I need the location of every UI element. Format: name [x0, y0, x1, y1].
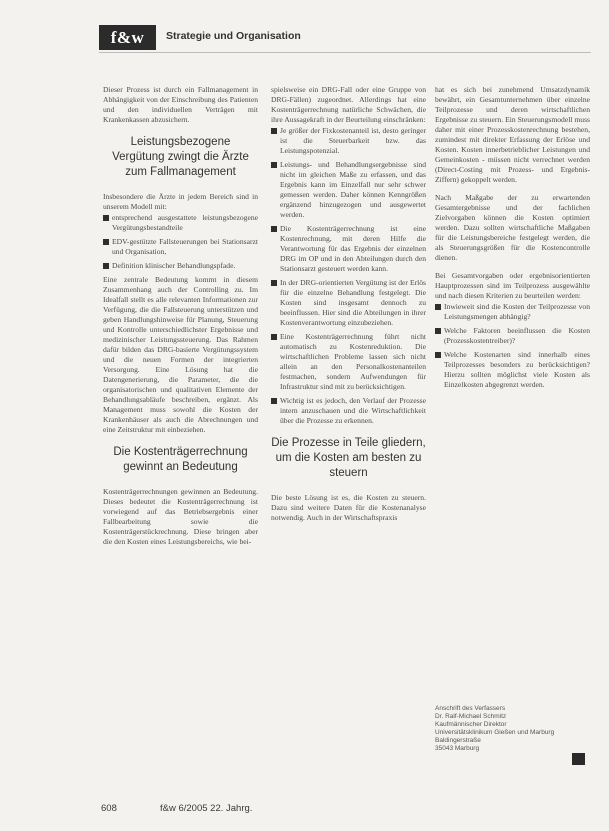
- bullet-item: [271, 126, 426, 156]
- bullet-item: [271, 332, 426, 392]
- bullet-square-icon: [435, 352, 441, 358]
- paragraph: Bei Gesamtvorgaben oder ergebnisorientierten Hauptprozessen sind im Teilprozess ausgewählte und nach diesen Kriterien zu beurteilen werden:: [435, 271, 590, 300]
- bullet-square-icon: [103, 215, 109, 221]
- bullet-text: Je größer der Fixkostenanteil ist, desto geringer ist die Steuerbarkeit bzw. das Leistungspotenzial.: [280, 126, 426, 155]
- bullet-text: Die Kostenträgerrechnung ist eine Kostenrechnung, mit deren Hilfe die Verantwortung für das Ergebnis der einzelnen DRG im OP und in den Abteilungen durch den Stationsarzt gesteuert werden kann.: [280, 224, 426, 273]
- bullet-item: [271, 278, 426, 328]
- bullet-item: [271, 396, 426, 426]
- bullet-item: [435, 350, 590, 390]
- paragraph: Dieser Prozess ist durch ein Fallmanagement in Abhängigkeit von der Einschreibung des Patienten und den individuellen Verträgen mit Krankenkassen abzusichern.: [103, 85, 258, 124]
- bullet-square-icon: [435, 304, 441, 310]
- subheading: Die Kostenträgerrechnung gewinnt an Bedeutung: [113, 446, 248, 473]
- bullet-item: [271, 160, 426, 220]
- bullet-text: Welche Faktoren beeinflussen die Kosten (Prozesskostentreiber)?: [444, 326, 590, 345]
- header-divider: [99, 52, 591, 53]
- bullet-text: EDV-gestützte Fallsteuerungen bei Stationsarzt und Organisation,: [112, 237, 258, 256]
- bullet-item: [103, 213, 258, 233]
- page-number: 608: [101, 803, 117, 814]
- subheading: Die Prozesse in Teile gliedern, um die Kosten am besten zu steuern: [271, 437, 426, 479]
- bullet-item: [435, 302, 590, 322]
- subheading: Leistungsbezogene Vergütung zwingt die Ärzte zum Fallmanagement: [112, 136, 249, 178]
- bullet-text: Inwieweit sind die Kosten der Teilprozesse von Leistungsmengen abhängig?: [444, 302, 590, 321]
- publication-logo: f&w: [99, 25, 156, 50]
- bullet-text: Eine Kostenträgerrechnung führt nicht automatisch zu Kostenreduktion. Die wirtschaftlichen Probleme lassen sich nicht allein an den Personalkostenanteilen festmachen, sondern Aufwendungen für Infrastruktur sind mit zu berücksichtigen.: [280, 332, 426, 391]
- paragraph: Kostenträgerrechnungen gewinnen an Bedeutung. Dieses bedeutet die Kostenträgerrechnung ist vorwiegend auf das Betriebsergebnis einer Fallbearbeitung sowie die Kostenträgerstückrechnung. Diese bringen aber die den Kosten eines Leistungsbereichs, wie bei-: [103, 487, 258, 546]
- bullet-square-icon: [271, 128, 277, 134]
- author-line: Baldingerstraße: [435, 737, 481, 744]
- bullet-text: Welche Kostenarten sind innerhalb eines Teilprozesses besonders zu berücksichtigen? Hierzu sollten möglichst viele Kosten als Einzelkosten abgegrenzt werden.: [444, 350, 590, 389]
- paragraph: hat es sich bei zunehmend Umsatzdynamik bewährt, ein Gesamtunternehmen über einzelne Teilprozesse und deren wirtschaftlichen Ergebnisse zu steuern. Ein Steuerungsmodell muss daher mit einer Prozesskostenrechnung bestehen, zumindest mit direkter Erfassung der Erlöse und Kosten. Kosten innerbetrieblicher Leistungen und Gemeinkosten - müssen nicht verrechnet werden (Direct-Costing mit Prozess- und Ergebnis-Ziffern) gekoppelt werden.: [435, 85, 590, 184]
- issue-label: f&w 6/2005 22. Jahrg.: [160, 803, 253, 814]
- author-label: Anschrift des Verfassers: [435, 705, 506, 712]
- bullet-square-icon: [103, 263, 109, 269]
- bullet-item: [435, 326, 590, 346]
- bullet-item: [271, 224, 426, 274]
- paragraph: Die beste Lösung ist es, die Kosten zu steuern. Dazu sind weitere Daten für die Kostenanalyse notwendig. Auch in der Wirtschaftspraxis: [271, 493, 426, 522]
- author-photo-thumbnail: [572, 753, 585, 765]
- author-address-block: [435, 705, 575, 753]
- bullet-square-icon: [435, 328, 441, 334]
- paragraph: spielsweise ein DRG-Fall oder eine Gruppe von DRG-Fällen) zugeordnet. Allerdings hat eine Kostenträgerrechnung natürliche Schwächen, die ihre Aussagekraft in der Beurteilung einschränken:: [271, 85, 426, 124]
- author-line: Kaufmännischer Direktor: [435, 721, 507, 728]
- bullet-item: [103, 261, 258, 271]
- bullet-square-icon: [271, 162, 277, 168]
- bullet-square-icon: [271, 280, 277, 286]
- bullet-square-icon: [271, 226, 277, 232]
- author-line: Dr. Ralf-Michael Schmitz: [435, 713, 507, 720]
- bullet-text: Leistungs- und Behandlungsergebnisse sind nicht im gleichen Maße zu erfassen, und das Ergebnis kann im Einzelfall nur sehr schwer gemessen werden. Daher können Kenngrößen ergänzend hinzugezogen und ausgewertet werden.: [280, 160, 426, 219]
- bullet-text: Definition klinischer Behandlungspfade.: [112, 261, 236, 270]
- bullet-text: Wichtig ist es jedoch, den Verlauf der Prozesse intern anzuschauen und die Wirtschaftlichkeit über die Prozesse zu erkennen.: [280, 396, 426, 425]
- bullet-square-icon: [271, 398, 277, 404]
- article-column-3: [435, 85, 590, 394]
- bullet-square-icon: [271, 334, 277, 340]
- paragraph: Eine zentrale Bedeutung kommt in diesem Zusammenhang auch der Controlling zu. Im Idealfall stellt es alle relevanten Informationen zur Verfügung, die die Fallsteuerung unterstützen und geben Handlungshinweise für Planung, Steuerung und Kontrolle unterschiedlichster Ergebnisse und medizinischer Leistungssteuerung. Das Rahmen dafür bilden das DRG-basierte Vergütungssystem und die neuen Formen der integrierten Versorgung. Eine Lösung hat die Datengenerierung, die Parameter, die die organisatorischen und qualitativen Elemente der Behandlungsabläufe beschreiben, ergänzt. Als Management muss sowohl die Kosten der Krankenhäuser als auch die Abrechnungen und eine Zeitstruktur mit einbeziehen.: [103, 275, 258, 434]
- paragraph: Insbesondere die Ärzte in jedem Bereich sind in unserem Modell mit:: [103, 192, 258, 211]
- author-line: Universitätsklinikum Gießen und Marburg: [435, 729, 555, 736]
- article-column-2: [271, 85, 426, 531]
- bullet-square-icon: [103, 239, 109, 245]
- bullet-item: [103, 237, 258, 257]
- bullet-text: In der DRG-orientierten Vergütung ist der Erlös für die einzelne Behandlung festgelegt. Die Kosten sind insgesamt dennoch zu beeinflussen. Hier sind die Abteilungen in ihrer Kostenverantwortung einzubeziehen.: [280, 278, 426, 327]
- author-line: 35043 Marburg: [435, 745, 480, 752]
- bullet-text: entsprechend ausgestattete leistungsbezogene Vergütungsbestandteile: [112, 213, 258, 232]
- article-column-1: [103, 85, 258, 555]
- paragraph: Nach Maßgabe der zu erwartenden Gesamtergebnisse und der fachlichen Zielvorgaben können die Kosten optimiert werden. Dazu sollten wirtschaftliche Maßgaben für die Leistungsbereiche festgelegt werden, die als Steuerungsgrößen für die Kostencontrolle dienen.: [435, 193, 590, 262]
- section-title: Strategie und Organisation: [166, 30, 301, 42]
